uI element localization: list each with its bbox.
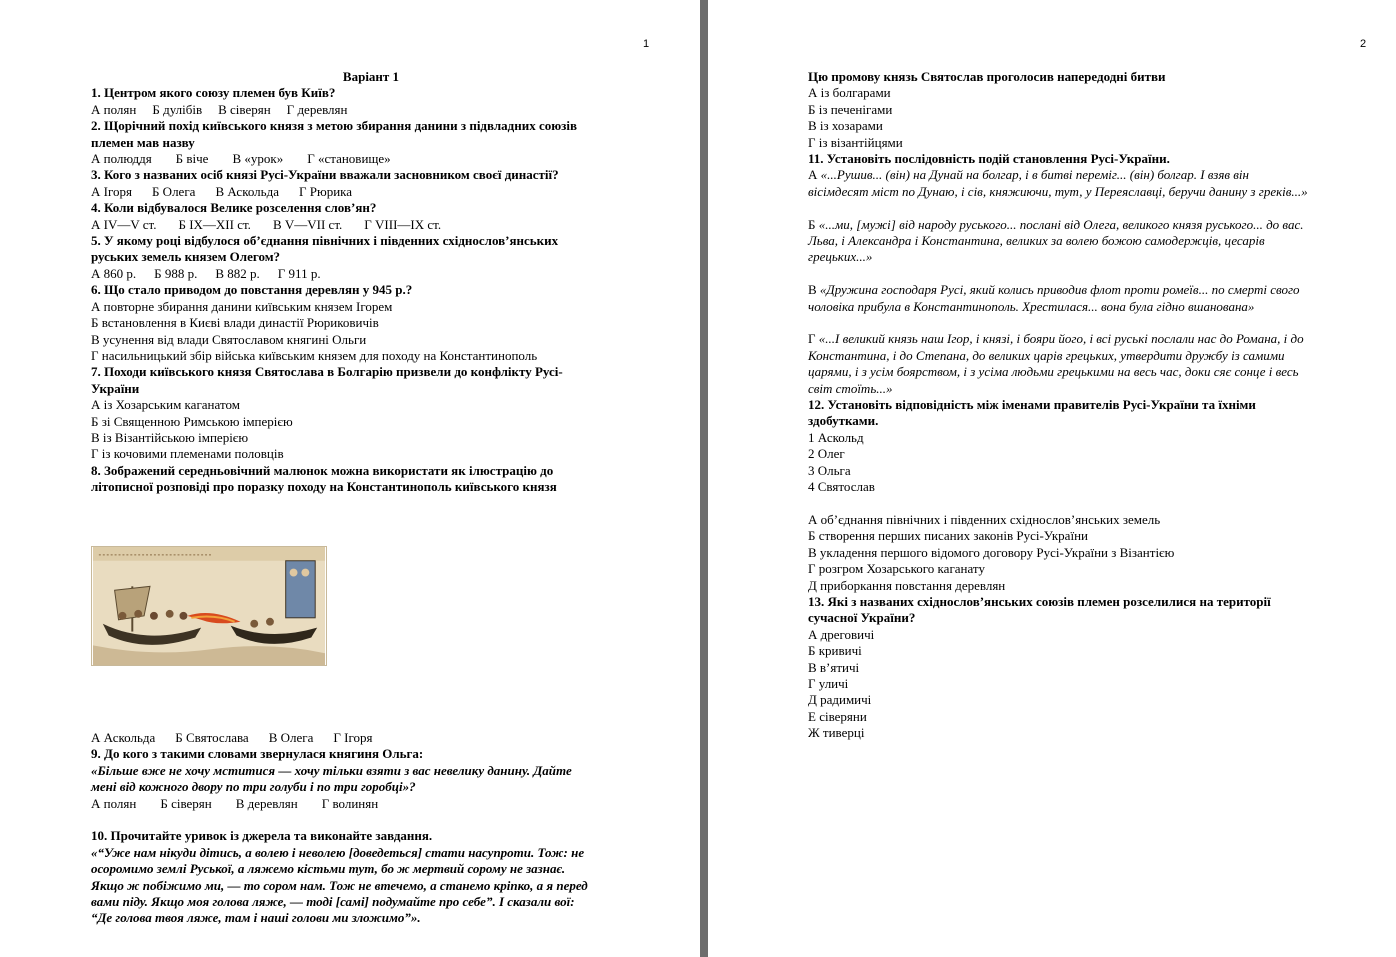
quote-line: «“Уже нам нікуди дітись, а волею і неволею [доведеться] стати насупроти. Тож: не <box>91 844 585 860</box>
question-13-line-1: 13. Які з названих східнослов’янських союзів племен розселилися на території <box>808 593 1271 609</box>
question-7-line-1: 7. Походи київського князя Святослава в Болгарію призвели до конфлікту Русі- <box>91 364 563 380</box>
source-d-line: світ стоїть...» <box>808 380 893 396</box>
option: В Олега <box>268 729 314 745</box>
question-1: 1. Центром якого союзу племен був Київ? <box>91 85 336 101</box>
source-b-line <box>808 217 1368 233</box>
option: Г Ігоря <box>333 729 373 745</box>
question-5-line-1: 5. У якому році відбулося об’єднання північних і південних східнослов’янських <box>91 233 559 249</box>
option: А Ігоря <box>91 183 132 199</box>
question-8-line-2: літописної розповіді про поразку походу на Константинополь київського князя <box>91 479 557 495</box>
option: В Аскольда <box>215 183 279 199</box>
option: Г волинян <box>321 795 379 811</box>
question-12-line-1: 12. Установіть відповідність між іменами правителів Русі-України та їхніми <box>808 397 1256 413</box>
option: А полян <box>91 101 137 117</box>
source-label: В <box>808 282 820 298</box>
quote-line: Якщо ж побіжимо ми, — то сором нам. Тож не втечемо, а станемо кріпко, а я перед <box>91 877 588 893</box>
source-text: «...І великий князь наш Ігор, і князі, і бояри його, і всі руські послали нас до Романа, і до <box>818 331 1304 347</box>
quote-line: осоромимо землі Руської, а ляжемо кістьми тут, бо ж мертвий сорому не зазнає. <box>91 861 566 877</box>
question-4-options <box>91 217 651 233</box>
question-6: 6. Що стало приводом до повстання деревлян у 945 р.? <box>91 282 413 298</box>
question-10: 10. Прочитайте уривок із джерела та виконайте завдання. <box>91 828 433 844</box>
answer-line: В в’ятичі <box>808 659 860 675</box>
achievement: В укладення першого відомого договору Русі-України з Візантією <box>808 544 1175 560</box>
question-8-options <box>91 730 651 746</box>
answer-line: В усунення від влади Святославом княгині Ольги <box>91 331 367 347</box>
page-number: 1 <box>643 38 650 50</box>
option: В деревлян <box>235 795 298 811</box>
medieval-illustration-greek-fire <box>91 546 327 666</box>
source-a-line <box>808 167 1368 183</box>
answer-line: В із Візантійською імперією <box>91 429 249 445</box>
question-3: 3. Кого з названих осіб князі Русі-України вважали засновником своєї династії? <box>91 167 559 183</box>
option: Б 988 р. <box>154 265 198 281</box>
option: А полюддя <box>91 151 152 167</box>
option: А 860 р. <box>91 265 137 281</box>
page-2-content <box>808 69 1368 742</box>
option: Б сіверян <box>160 795 212 811</box>
question-4: 4. Коли відбувалося Велике розселення слов’ян? <box>91 200 377 216</box>
option: А полян <box>91 795 137 811</box>
source-label: Б <box>808 216 819 232</box>
answer-line: Ж тиверці <box>808 725 865 741</box>
quote-line: “Де голова твоя ляже, там і наші голови ми зложимо”». <box>91 910 421 926</box>
page-1-content <box>91 69 651 927</box>
answer-line: А повторне збирання данини київським князем Ігорем <box>91 298 393 314</box>
source-a-line: вісімдесят міст по Дунаю, і сів, княжиючи, тут, у Переяславці, беручи данину з греків...» <box>808 183 1308 199</box>
document-page-2 <box>708 0 1396 957</box>
answer-line: Г насильницький збір війська київським князем для походу на Константинополь <box>91 347 538 363</box>
option: В «урок» <box>232 151 284 167</box>
source-b-line: грецьких...» <box>808 249 873 265</box>
question-5-options <box>91 266 651 282</box>
question-13-line-2: сучасної України? <box>808 610 916 626</box>
ruler-name: 2 Олег <box>808 446 845 462</box>
achievement: Г розгром Хозарського каганату <box>808 561 985 577</box>
option: Б Олега <box>151 183 196 199</box>
question-8-line-1: 8. Зображений середньовічний малюнок можна використати як ілюстрацію до <box>91 462 554 478</box>
option: Б віче <box>175 151 209 167</box>
option: Г «становище» <box>307 151 391 167</box>
option: А Аскольда <box>91 729 156 745</box>
answer-line: Д радимичі <box>808 692 872 708</box>
option: А IV—V ст. <box>91 216 157 232</box>
question-7-line-2: України <box>91 380 140 396</box>
ruler-name: 1 Аскольд <box>808 429 864 445</box>
answer-line: Б встановлення в Києві влади династії Рюриковичів <box>91 315 379 331</box>
page-number: 2 <box>1360 38 1367 50</box>
question-9: 9. До кого з такими словами звернулася княгиня Ольга: <box>91 746 424 762</box>
option: Г деревлян <box>286 101 348 117</box>
option: Г Рюрика <box>298 183 353 199</box>
question-12-line-2: здобутками. <box>808 413 879 429</box>
achievement: Д приборкання повстання деревлян <box>808 577 1006 593</box>
option: В 882 р. <box>215 265 260 281</box>
source-text: «...ми, [мужі] від народу руського... послані від Олега, великого князя руського... до вас. <box>818 216 1304 232</box>
question-2-options <box>91 151 651 167</box>
answer-line: Б кривичі <box>808 643 862 659</box>
source-label: А <box>808 167 821 183</box>
question-9-options <box>91 796 651 812</box>
answer-line: Г уличі <box>808 675 849 691</box>
option: Б IX—XII ст. <box>178 216 251 232</box>
answer-line: Е сіверяни <box>808 708 867 724</box>
question-2-line-1: 2. Щорічний похід київського князя з метою збирання данини з підвладних союзів <box>91 118 578 134</box>
ruler-name: 4 Святослав <box>808 479 875 495</box>
answer-line: А із Хозарським каганатом <box>91 397 240 413</box>
source-c-line: чоловіка прибула в Константинополь. Хрестилася... вона була гідно вшанована» <box>808 298 1255 314</box>
option: В сіверян <box>218 101 271 117</box>
option: Г 911 р. <box>277 265 321 281</box>
answer-line: Б зі Священною Римською імперією <box>91 413 293 429</box>
answer-line: А дреговичі <box>808 626 875 642</box>
source-d-line: царями, і з усім боярством, і з усіма людьми грецькими на весь час, доки сяє сонце і весь <box>808 364 1299 380</box>
ruler-name: 3 Ольга <box>808 462 851 478</box>
answer-line: Б із печенігами <box>808 101 893 117</box>
source-c-line <box>808 282 1368 298</box>
variant-title: Варіант 1 <box>342 69 400 84</box>
source-label: Г <box>808 331 819 347</box>
quote-line: «Більше вже не хочу мститися — хочу тільки взяти з вас невелику данину. Дайте <box>91 762 572 778</box>
question-10-continued: Цю промову князь Святослав проголосив напередодні битви <box>808 69 1166 84</box>
option: Б Святослава <box>175 729 249 745</box>
achievement: Б створення перших писаних законів Русі-України <box>808 528 1088 544</box>
question-5-line-2: руських земель князем Олегом? <box>91 249 281 265</box>
source-b-line: Льва, і Александра і Константина, великих за волею божою самодержців, цесарів <box>808 233 1265 249</box>
source-text: «Дружина господаря Русі, який колись приводив флот проти ромеїв... по смерті свого <box>819 282 1300 298</box>
quote-line: мені від кожного двору по три голуби і по три горобці»? <box>91 779 416 795</box>
option: В V—VII ст. <box>272 216 343 232</box>
option: Б дулібів <box>152 101 203 117</box>
answer-line: В із хозарами <box>808 118 883 134</box>
question-11: 11. Установіть послідовність подій становлення Русі-України. <box>808 151 1170 167</box>
question-2-line-2: племен мав назву <box>91 134 195 150</box>
question-1-options <box>91 102 651 118</box>
page-divider <box>700 0 708 957</box>
answer-line: Г із візантійцями <box>808 134 903 150</box>
source-d-line: Константина, і до Степана, до великих царів грецьких, утвердити дружбу із самими <box>808 347 1285 363</box>
source-text: «...Рушив... (він) на Дунай на болгар, і в битві переміг... (він) болгар. І взяв він <box>820 167 1249 183</box>
answer-line: Г із кочовими племенами половців <box>91 446 284 462</box>
question-3-options <box>91 184 651 200</box>
source-d-line <box>808 331 1368 347</box>
quote-line: вами піду. Якщо моя голова ляже, — тоді [самі] подумайте про себе”. І сказали вої: <box>91 894 575 910</box>
answer-line: А із болгарами <box>808 85 891 101</box>
achievement: А об’єднання північних і південних східнослов’янських земель <box>808 511 1161 527</box>
option: Г VIII—IX ст. <box>364 216 442 232</box>
